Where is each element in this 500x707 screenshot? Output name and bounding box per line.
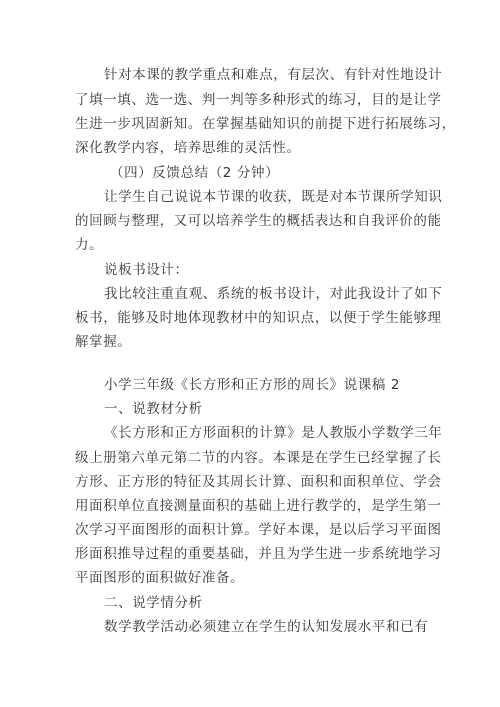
paragraph-line: 平面图形的面积做好准备。: [75, 570, 245, 586]
paragraph-line: 了填一填、选一选、判一判等多种形式的练习，目的是让学: [75, 92, 442, 108]
section-heading: 二、说学情分析: [104, 595, 203, 611]
paragraph-line: 让学生自己说说本节课的收获，既是对本节课所学知识: [104, 189, 443, 205]
paragraph-line: 板书，能够及时地体现教材中的知识点，以便于学生能够理: [75, 310, 442, 326]
board-design-heading: 说板书设计：: [104, 262, 189, 278]
paragraph-line: 形面积推导过程的重要基础，并且为学生进一步系统地学习: [75, 546, 442, 562]
paragraph-line: 的回顾与整理，又可以培养学生的概括表达和自我评价的能: [75, 213, 442, 229]
section-heading: （四）反馈总结（2 分钟）: [110, 165, 280, 181]
paragraph-line: 《长方形和正方形面积的计算》是人教版小学数学三年: [104, 425, 443, 441]
paragraph-line: 解掌握。: [75, 334, 132, 350]
section-heading: 一、说教材分析: [104, 401, 203, 417]
paragraph-line: 深化教学内容，培养思维的灵活性。: [75, 140, 301, 156]
paragraph-line: 数学教学活动必须建立在学生的认知发展水平和已有: [104, 619, 429, 635]
paragraph-line: 级上册第六单元第二节的内容。本课是在学生已经掌握了长: [75, 450, 442, 466]
paragraph-line: 生进一步巩固新知。在掌握基础知识的前提下进行拓展练习，: [75, 116, 456, 132]
paragraph-line: 力。: [75, 237, 104, 253]
paragraph-line: 方形、正方形的特征及其周长计算、面积和面积单位、学会: [75, 474, 442, 490]
paragraph-line: 次学习平面图形的面积计算。学好本课，是以后学习平面图: [75, 522, 442, 538]
paragraph-line: 我比较注重直观、系统的板书设计，对此我设计了如下: [104, 286, 443, 302]
paragraph-line: 针对本课的教学重点和难点，有层次、有针对性地设计: [104, 67, 443, 83]
paragraph-line: 用面积单位直接测量面积的基础上进行教学的，是学生第一: [75, 498, 442, 514]
document-title: 小学三年级《长方形和正方形的周长》说课稿 2: [104, 377, 401, 393]
